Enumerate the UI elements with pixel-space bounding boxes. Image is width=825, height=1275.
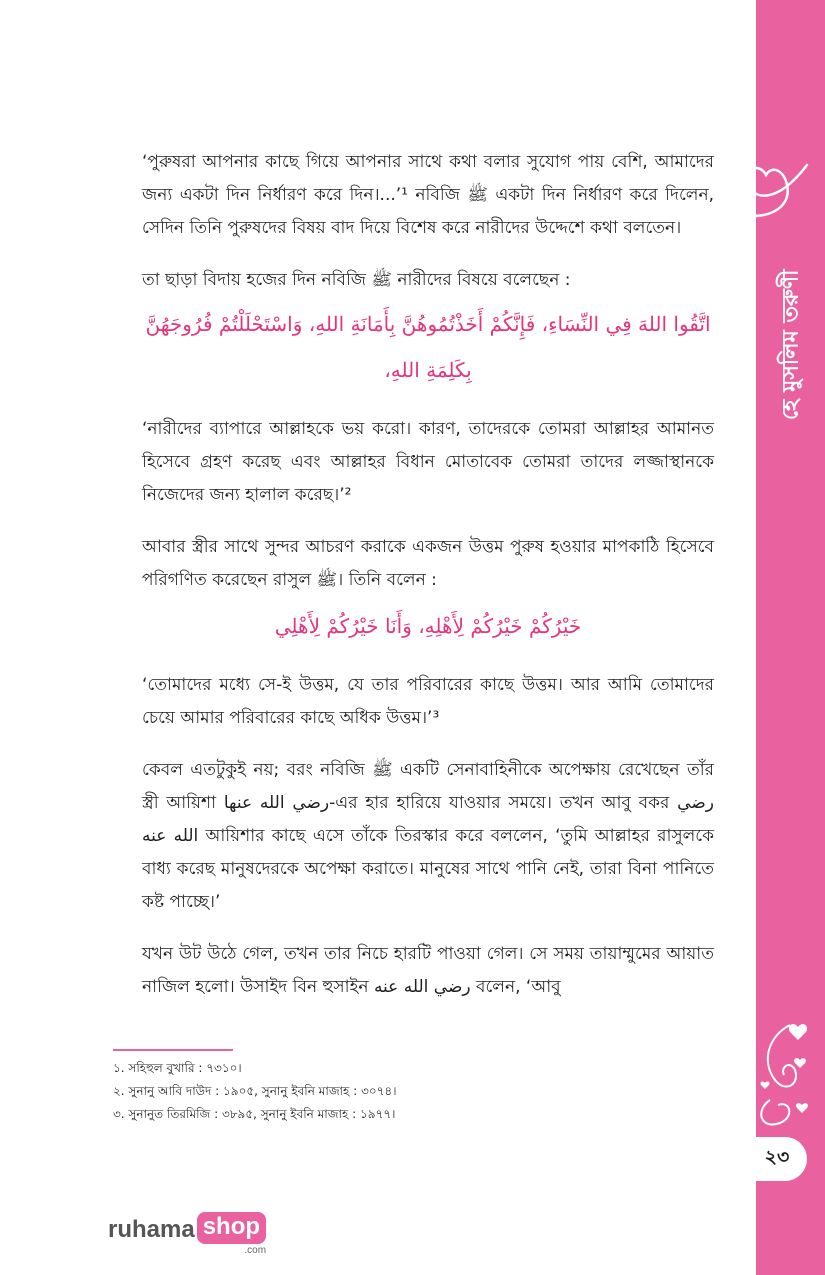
paragraph-6: কেবল এতটুকুই নয়; বরং নবিজি ﷺ একটি সেনাবাহিনীকে অপেক্ষায় রেখেছেন তাঁর স্ত্রী আয়িশা رضي الله عنها-এর হার হারিয়ে যাওয়ার সময়ে। তখন আবু বকর رضي الله عنه আয়িশার কাছে এসে তাঁকে তিরস্কার করে বললেন, ‘তুমি আল্লাহর রাসুলকে বাধ্য করেছ মানুষদেরকে অপেক্ষা করাতে। মানুষের সাথে পানি নেই, তারা বিনা পানিতে কষ্ট পাচ্ছে।’	[142, 760, 714, 912]
footnote: ১. সহিহুল বুখারি : ৭৩১০।	[113, 1061, 242, 1075]
hearts-swirl-icon	[740, 1005, 820, 1135]
paragraph-2: তা ছাড়া বিদায় হজের দিন নবিজি ﷺ নারীদের বিষয়ে বলেছেন :	[142, 270, 571, 290]
paragraph-5: ‘তোমাদের মধ্যে সে-ই উত্তম, যে তার পরিবারের কাছে উত্তম। আর আমি তোমাদের চেয়ে আমার পরিবারের কাছে অধিক উত্তম।’³	[142, 675, 714, 728]
book-title: হে মুসলিম তরুণী	[778, 269, 804, 421]
logo-word-shop: shop	[197, 1212, 266, 1244]
footnotes	[113, 1057, 713, 1126]
footnote: ৩. সুনানুত তিরমিজি : ৩৮৯৫, সুনানু ইবনি মাজাহ : ১৯৭৭।	[113, 1107, 396, 1121]
paragraph-1: ‘পুরুষরা আপনার কাছে গিয়ে আপনার সাথে কথা বলার সুযোগ পায় বেশি, আমাদের জন্য একটা দিন নির্ধারণ করে দিন।...’¹ নবিজি ﷺ একটা দিন নির্ধারণ করে দিলেন, সেদিন তিনি পুরুষদের বিষয় বাদ দিয়ে বিশেষ করে নারীদের উদ্দেশে কথা বলতেন।	[142, 152, 715, 238]
page-number: ২৩	[747, 1137, 807, 1181]
paragraph-4: আবার স্ত্রীর সাথে সুন্দর আচরণ করাকে একজন উত্তম পুরুষ হওয়ার মাপকাঠি হিসেবে পরিগণিত করেছেন রাসুল ﷺ। তিনি বলেন :	[142, 537, 714, 590]
paragraph-3: ‘নারীদের ব্যাপারে আল্লাহকে ভয় করো। কারণ, তাদেরকে তোমরা আল্লাহর আমানত হিসেবে গ্রহণ করেছ এবং আল্লাহর বিধান মোতাবেক তোমরা তাদের লজ্জাস্থানকে নিজেদের জন্য হালাল করেছ।’²	[142, 419, 714, 505]
logo-word-ruhama: ruhama	[108, 1216, 195, 1243]
paragraph-7: যখন উট উঠে গেল, তখন তার নিচে হারটি পাওয়া গেল। সে সময় তায়াম্মুমের আয়াত নাজিল হলো। উসাইদ বিন হুসাইন رضي الله عنه বলেন, ‘আবু	[142, 944, 714, 997]
footnote-divider	[113, 1049, 233, 1051]
footnote: ২. সুনানু আবি দাউদ : ১৯০৫, সুনানু ইবনি মাজাহ : ৩০৭৪।	[113, 1084, 397, 1098]
arabic-hadith-2: خَيْرُكُمْ خَيْرُكُمْ لِأَهْلِهِ، وَأَنَا خَيْرُكُمْ لِأَهْلِي	[274, 614, 582, 638]
heart-outline-icon	[732, 145, 822, 240]
publisher-logo	[108, 1212, 267, 1256]
arabic-hadith-1: اتَّقُوا اللهَ فِي النِّسَاءِ، فَإِنَّكُمْ أَخَذْتُمُوهُنَّ بِأَمَانَةِ اللهِ، وَاسْتَحْلَلْتُمْ فُرُوجَهُنَّ بِكَلِمَةِ اللهِ،	[145, 312, 711, 382]
logo-suffix: .com	[244, 1245, 267, 1256]
main-text	[142, 146, 714, 1023]
